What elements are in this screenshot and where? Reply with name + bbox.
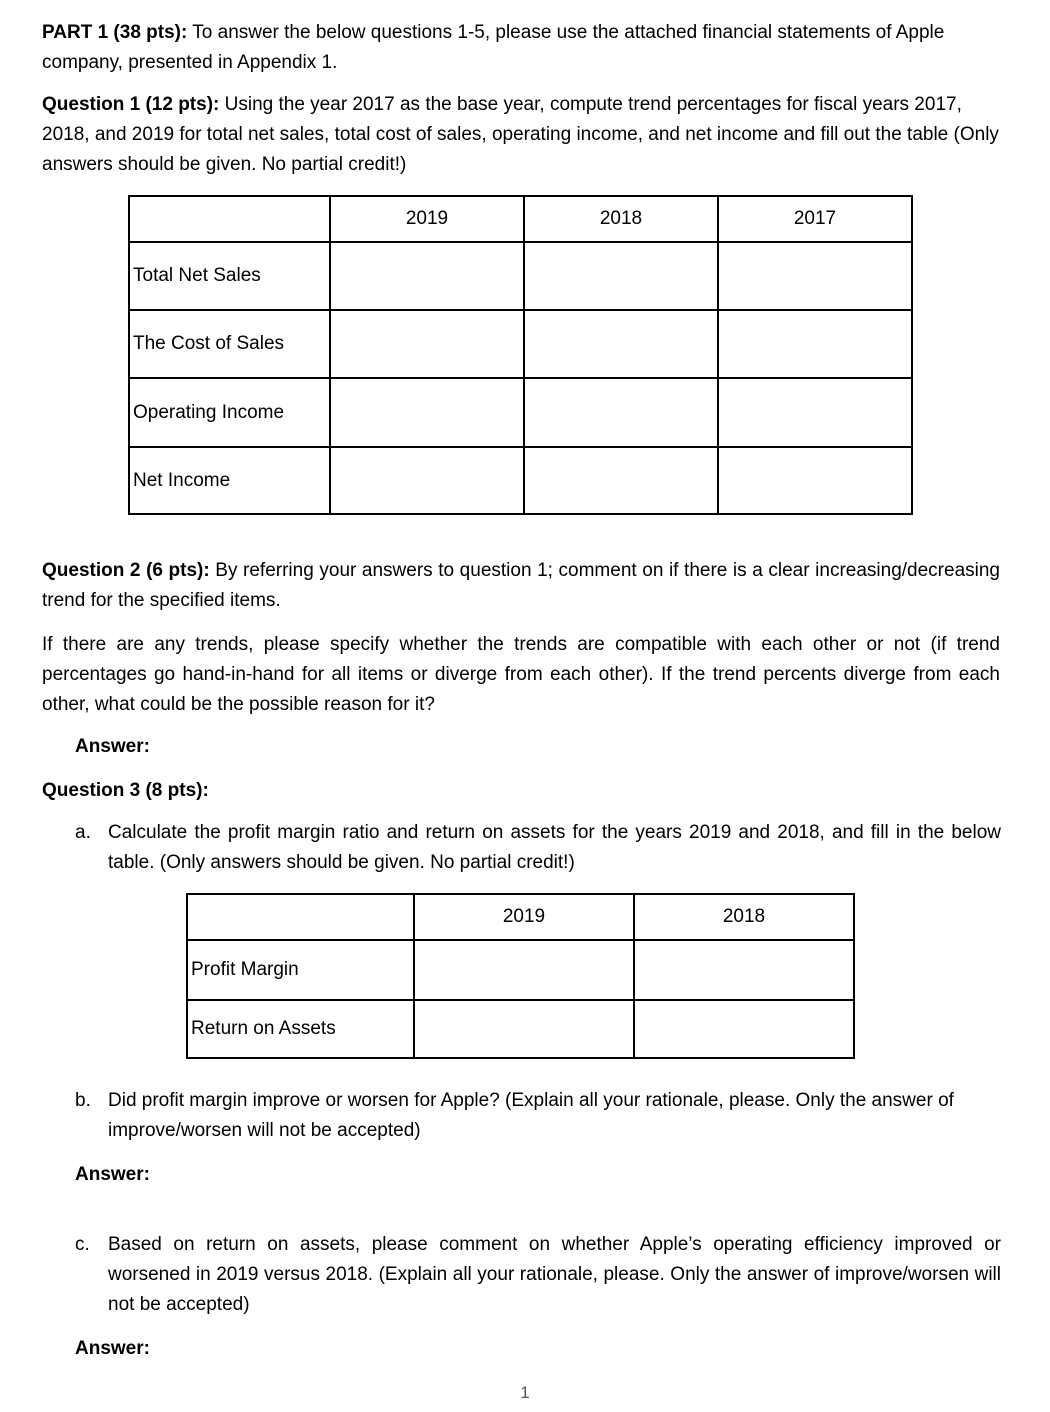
trend-row-label: Net Income bbox=[129, 447, 330, 514]
ratio-table-header bbox=[187, 894, 854, 940]
trend-row-label: Total Net Sales bbox=[129, 242, 330, 310]
question-2-answer-label: Answer: bbox=[75, 736, 150, 757]
trend-col-2017: 2017 bbox=[718, 196, 912, 242]
part1-heading: PART 1 (38 pts): bbox=[42, 22, 188, 43]
question-3c-marker: c. bbox=[75, 1234, 90, 1255]
ratio-table bbox=[186, 893, 855, 1059]
question-3a bbox=[75, 818, 1001, 878]
trend-row-operating-income bbox=[129, 378, 912, 447]
question-3a-text: Calculate the profit margin ratio and return on assets for the years 2019 and 2018, and fill in the below table. (Only answers should be given. No partial credit!) bbox=[108, 822, 1001, 873]
trend-row-label: The Cost of Sales bbox=[129, 310, 330, 378]
ratio-col-2019: 2019 bbox=[414, 894, 634, 940]
trend-table bbox=[128, 195, 913, 515]
ratio-cell[interactable] bbox=[634, 1000, 854, 1058]
trend-table-header bbox=[129, 196, 912, 242]
ratio-col-2018: 2018 bbox=[634, 894, 854, 940]
question-1 bbox=[42, 90, 1000, 180]
question-3c-text: Based on return on assets, please comment on whether Apple’s operating efficiency improved or worsened in 2019 versus 2018. (Explain all your rationale, please. Only the answer of improve/worsen will not be accepted) bbox=[108, 1234, 1001, 1315]
trend-row-total-net-sales bbox=[129, 242, 912, 310]
question-3c bbox=[75, 1230, 1001, 1320]
ratio-row-return-on-assets bbox=[187, 1000, 854, 1058]
trend-cell[interactable] bbox=[330, 310, 524, 378]
ratio-table-corner bbox=[187, 894, 414, 940]
question-3b bbox=[75, 1086, 1001, 1146]
trend-row-net-income bbox=[129, 447, 912, 514]
trend-cell[interactable] bbox=[330, 447, 524, 514]
ratio-cell[interactable] bbox=[414, 1000, 634, 1058]
trend-table-corner bbox=[129, 196, 330, 242]
trend-cell[interactable] bbox=[330, 242, 524, 310]
ratio-row-profit-margin bbox=[187, 940, 854, 1000]
ratio-cell[interactable] bbox=[414, 940, 634, 1000]
trend-cell[interactable] bbox=[524, 310, 718, 378]
question-2-text: By referring your answers to question 1; comment on if there is a clear increasing/decreasing trend for the specified items. bbox=[42, 560, 1000, 611]
ratio-row-label: Return on Assets bbox=[187, 1000, 414, 1058]
question-2-followup: If there are any trends, please specify whether the trends are compatible with each other or not (if trend percentages go hand-in-hand for all items or diverge from each other). If the trend percents diverge from each other, what could be the possible reason for it? bbox=[42, 634, 1000, 715]
trend-col-2019: 2019 bbox=[330, 196, 524, 242]
trend-cell[interactable] bbox=[524, 242, 718, 310]
ratio-cell[interactable] bbox=[634, 940, 854, 1000]
question-3b-text: Did profit margin improve or worsen for Apple? (Explain all your rationale, please. Only the answer of improve/worsen will not be accepted) bbox=[108, 1090, 954, 1141]
question-3a-marker: a. bbox=[75, 822, 91, 843]
question-3b-answer-label: Answer: bbox=[75, 1164, 150, 1185]
trend-col-2018: 2018 bbox=[524, 196, 718, 242]
question-2 bbox=[42, 556, 1000, 616]
part1-intro bbox=[42, 18, 1000, 78]
trend-cell[interactable] bbox=[524, 447, 718, 514]
question-3b-marker: b. bbox=[75, 1090, 91, 1111]
ratio-row-label: Profit Margin bbox=[187, 940, 414, 1000]
question-1-text: Using the year 2017 as the base year, compute trend percentages for fiscal years 2017, 2018, and 2019 for total net sales, total cost of sales, operating income, and net income and fill out the table (Only answers should be given. No partial credit!) bbox=[42, 94, 999, 175]
question-3-heading: Question 3 (8 pts): bbox=[42, 780, 209, 801]
question-1-heading: Question 1 (12 pts): bbox=[42, 94, 220, 115]
trend-cell[interactable] bbox=[524, 378, 718, 447]
trend-row-label: Operating Income bbox=[129, 378, 330, 447]
question-3c-answer-label: Answer: bbox=[75, 1338, 150, 1359]
trend-row-cost-of-sales bbox=[129, 310, 912, 378]
trend-cell[interactable] bbox=[718, 310, 912, 378]
part1-text: To answer the below questions 1-5, please use the attached financial statements of Apple company, presented in Appendix 1. bbox=[42, 22, 945, 73]
question-2-heading: Question 2 (6 pts): bbox=[42, 560, 210, 581]
page-number: 1 bbox=[520, 1383, 530, 1402]
trend-cell[interactable] bbox=[330, 378, 524, 447]
trend-cell[interactable] bbox=[718, 447, 912, 514]
trend-cell[interactable] bbox=[718, 378, 912, 447]
trend-cell[interactable] bbox=[718, 242, 912, 310]
